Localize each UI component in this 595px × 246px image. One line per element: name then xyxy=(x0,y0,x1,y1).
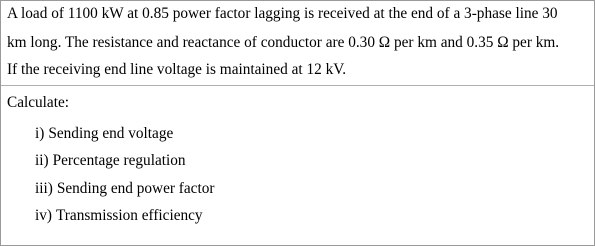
list-item-text: Transmission efficiency xyxy=(56,206,203,224)
problem-line-1: A load of 1100 kW at 0.85 power factor lagging is received at the end of a 3-phase line 30 xyxy=(7,5,558,22)
list-item xyxy=(35,179,214,206)
list-item-text: Sending end power factor xyxy=(56,179,215,197)
list-item xyxy=(35,206,214,233)
problem-line-2: km long. The resistance and reactance of conductor are 0.30 Ω per km and 0.35 Ω per km. xyxy=(7,34,560,51)
list-item-text: Sending end voltage xyxy=(48,125,174,142)
problem-line-3: If the receiving end line voltage is maintained at 12 kV. xyxy=(7,61,347,78)
list-item xyxy=(35,151,214,178)
list-item-number: iii) xyxy=(35,179,53,197)
problem-statement xyxy=(1,1,594,86)
calculate-heading: Calculate: xyxy=(7,94,70,111)
list-item-number: iv) xyxy=(35,206,52,224)
list-item-number: i) xyxy=(35,125,45,142)
list-item-number: ii) xyxy=(35,152,49,170)
list-item-text: Percentage regulation xyxy=(52,152,186,170)
calculation-list xyxy=(35,124,214,233)
list-item xyxy=(35,124,214,151)
